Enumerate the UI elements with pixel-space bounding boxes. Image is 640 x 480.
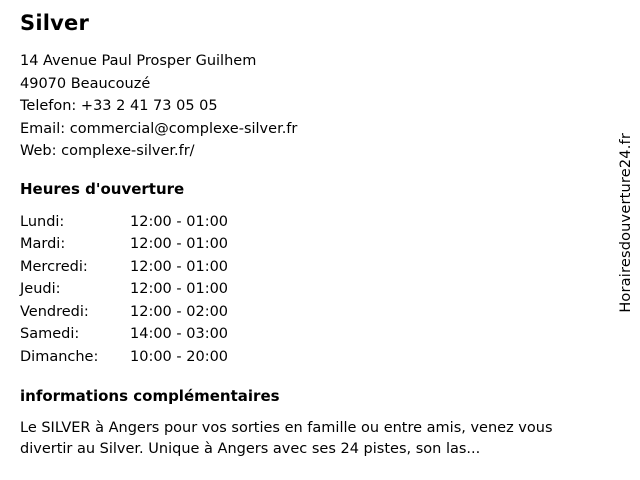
hours-day-label: Mercredi:: [20, 258, 88, 275]
hours-day-label: Jeudi:: [20, 281, 61, 297]
hours-time-value: 12:00 - 01:00: [130, 281, 229, 297]
table-row: [20, 323, 228, 346]
additional-info-title: informations complémentaires: [20, 387, 280, 405]
table-row: [20, 233, 228, 256]
table-row: [20, 278, 228, 301]
table-row: [20, 301, 228, 324]
address-block: [20, 50, 600, 163]
hours-time-value: 12:00 - 01:00: [130, 213, 229, 230]
hours-time-value: 12:00 - 02:00: [130, 303, 229, 320]
additional-info-text: Le SILVER à Angers pour vos sorties en famille ou entre amis, venez vous divertir au Silver. Unique à Angers avec ses 24 pistes, son las...: [20, 420, 553, 457]
address-line-email: Email: commercial@complexe-silver.fr: [20, 120, 298, 137]
hours-day-label: Vendredi:: [20, 303, 89, 320]
opening-hours-title: Heures d'ouverture: [20, 179, 185, 198]
address-line-city: 49070 Beaucouzé: [20, 75, 151, 92]
table-row: [20, 346, 228, 369]
hours-day-label: Mardi:: [20, 236, 66, 252]
hours-time-value: 12:00 - 01:00: [130, 258, 229, 275]
address-line-web: Web: complexe-silver.fr/: [20, 143, 195, 159]
opening-hours-table: [20, 211, 228, 369]
hours-day-label: Lundi:: [20, 213, 65, 230]
table-row: [20, 211, 228, 234]
table-row: [20, 256, 228, 279]
hours-time-value: 10:00 - 20:00: [130, 348, 229, 365]
watermark-brand: Horairesdouverture24.fr: [618, 133, 634, 313]
hours-time-value: 12:00 - 01:00: [130, 236, 229, 252]
address-line-street: 14 Avenue Paul Prosper Guilhem: [20, 53, 257, 69]
main-content: [20, 10, 600, 460]
hours-day-label: Samedi:: [20, 326, 80, 342]
page-title: Silver: [20, 11, 90, 35]
hours-time-value: 14:00 - 03:00: [130, 326, 229, 342]
hours-day-label: Dimanche:: [20, 348, 99, 365]
address-line-phone: Telefon: +33 2 41 73 05 05: [20, 98, 218, 114]
